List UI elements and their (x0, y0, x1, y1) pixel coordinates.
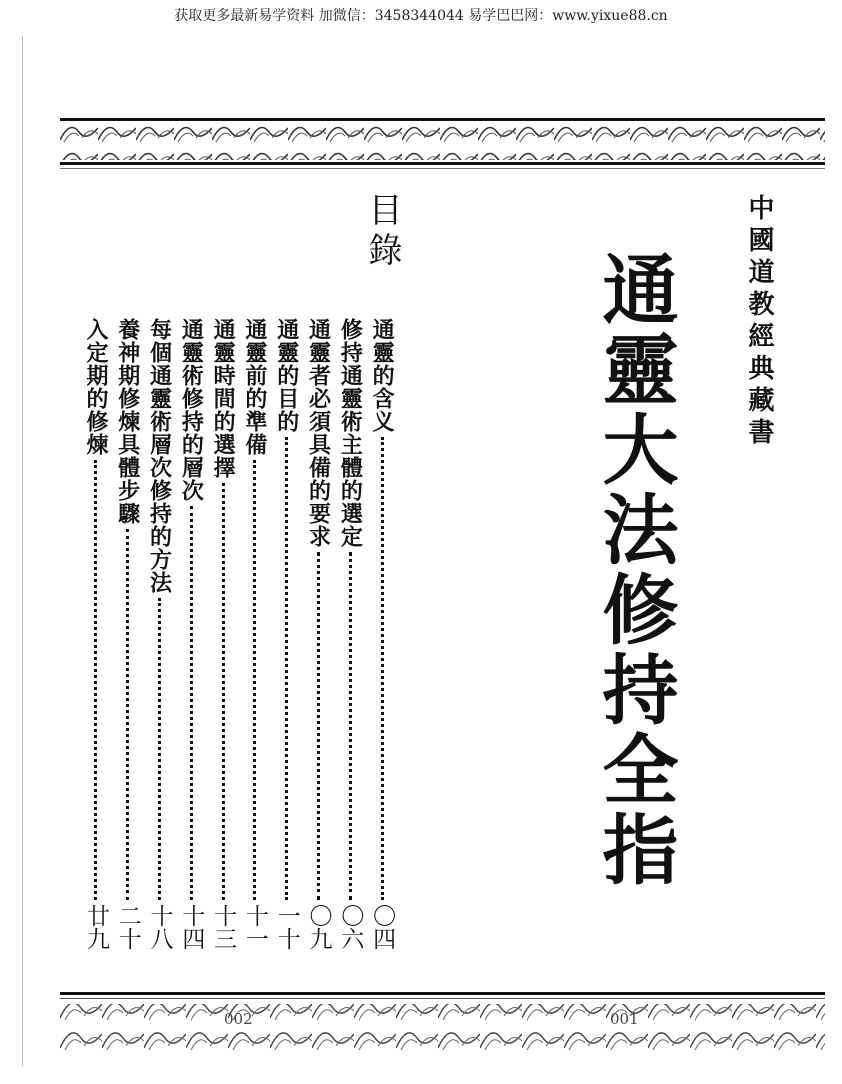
toc-entry-title: 通靈的目的 (273, 318, 300, 433)
page-number-right: 001 (610, 1010, 639, 1028)
toc-entry-page: 〇六 (337, 904, 364, 950)
toc-entry-title: 通靈術修持的層次 (178, 318, 205, 502)
book-title: 通靈大法修持全指 (590, 250, 679, 890)
page-number-left: 002 (224, 1010, 253, 1028)
toc-leader-dots (381, 437, 384, 900)
toc-leader-dots (222, 483, 225, 900)
toc-entry-page: 二十 (114, 904, 141, 950)
toc-entry-title: 通靈前的準備 (241, 318, 268, 456)
top-wave-border (60, 118, 825, 174)
toc-heading: 目錄 (362, 192, 402, 272)
toc-entry[interactable] (334, 318, 366, 950)
toc-entry-page: 廿九 (82, 904, 109, 950)
toc-leader-dots (126, 529, 129, 900)
toc-entry-title: 入定期的修煉 (82, 318, 109, 456)
toc-entry[interactable] (366, 318, 398, 950)
toc-entry[interactable] (144, 318, 176, 950)
toc-entry[interactable] (239, 318, 271, 950)
toc-entry-title: 每個通靈術層次修持的方法 (146, 318, 173, 594)
toc-entry-page: 十八 (146, 904, 173, 950)
toc-entry-page: 一十 (273, 904, 300, 950)
toc-leader-dots (349, 552, 352, 900)
toc-entry-title: 養神期修煉具體步驟 (114, 318, 141, 525)
toc-entry[interactable] (303, 318, 335, 950)
toc-leader-dots (190, 506, 193, 900)
toc-entry[interactable] (112, 318, 144, 950)
toc-leader-dots (158, 598, 161, 900)
download-banner: 获取更多最新易学资料 加微信：3458344044 易学巴巴网：www.yixue88.cn (174, 8, 668, 24)
toc-leader-dots (94, 460, 97, 900)
toc-entry-title: 通靈的含义 (369, 318, 396, 433)
toc-entry[interactable] (271, 318, 303, 950)
toc-entry-page: 十四 (178, 904, 205, 950)
toc-entry-page: 〇四 (369, 904, 396, 950)
toc-entry-title: 通靈時間的選擇 (210, 318, 237, 479)
bottom-wave-border (60, 992, 825, 1062)
toc-entry-title: 通靈者必須具備的要求 (305, 318, 332, 548)
toc-entry-title: 修持通靈術主體的選定 (337, 318, 364, 548)
toc-entry[interactable] (175, 318, 207, 950)
toc-entry[interactable] (207, 318, 239, 950)
toc-leader-dots (253, 460, 256, 900)
table-of-contents (80, 318, 398, 950)
toc-entry-page: 十三 (210, 904, 237, 950)
page-spine-line (22, 36, 23, 1066)
toc-leader-dots (285, 437, 288, 900)
toc-entry[interactable] (80, 318, 112, 950)
series-name: 中國道教經典藏書 (744, 194, 774, 450)
toc-leader-dots (317, 552, 320, 900)
toc-entry-page: 十一 (241, 904, 268, 950)
toc-entry-page: 〇九 (305, 904, 332, 950)
